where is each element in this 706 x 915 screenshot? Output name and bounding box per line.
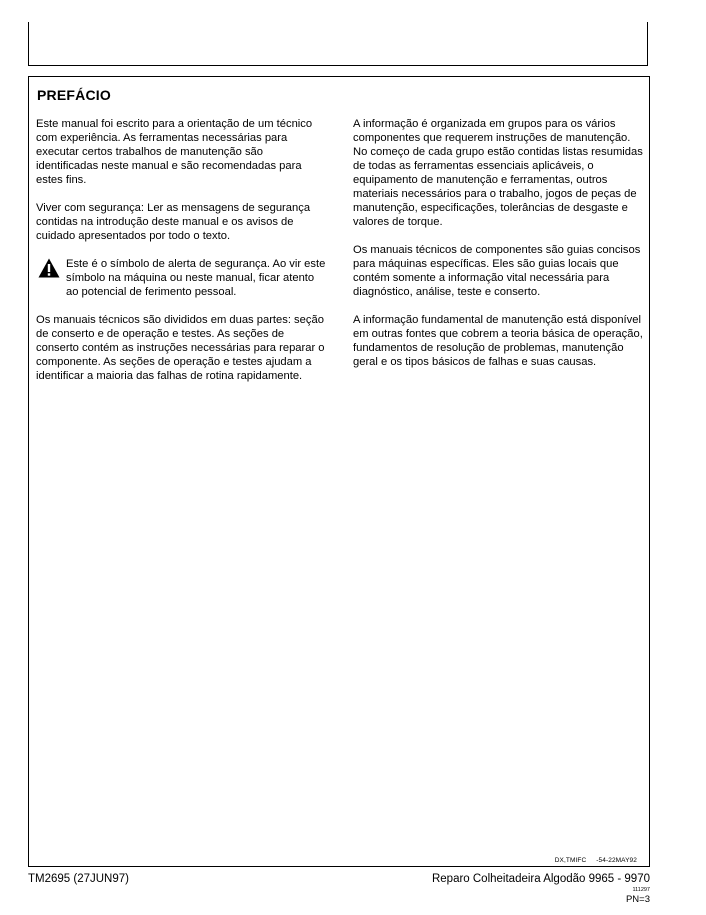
- reference-code-date: -54-22MAY92: [596, 857, 637, 864]
- paragraph-organization: A informação é organizada em grupos para os vários componentes que requerem instruções de manutenção. No começo de cada grupo estão contidas listas resumidas de todas as ferramentas essenciais aplicáveis, o equipamento de manutenção e ferramentas, outros materiais necessários para o trabalho, jogos de peças de manutenção, especificações, tolerâncias de desgaste e valores de torque.: [353, 118, 643, 228]
- previous-page-frame: [28, 22, 648, 66]
- paragraph-fundamental-info: A informação fundamental de manutenção está disponível em outras fontes que cobrem a teoria básica de operação, fundamentos de resolução de problemas, manutenção geral e os tipos básicos de falhas e suas causas.: [353, 314, 643, 368]
- reference-code-id: DX,TMIFC: [554, 857, 587, 864]
- footer-manual-id: TM2695 (27JUN97): [28, 873, 129, 885]
- footer-code: 111297: [632, 887, 650, 893]
- paragraph-manual-parts: Os manuais técnicos são divididos em duas partes: seção de conserto e de operação e testes. As seções de conserto contém as instruções necessárias para reparar o componente. As seções de operação e testes ajudam a identificar a maioria das falhas de rotina rapidamente.: [36, 314, 325, 382]
- paragraph-intro: Este manual foi escrito para a orientação de um técnico com experiência. As ferramentas necessárias para executar certos trabalhos de manutenção são identificadas neste manual e são recomendadas para estes fins.: [36, 118, 313, 186]
- safety-alert-icon: [38, 258, 60, 278]
- paragraph-safety: Viver com segurança: Ler as mensagens de segurança contidas na introdução deste manual e os avisos de cuidado apresentados por todo o texto.: [36, 202, 311, 242]
- footer-title: Reparo Colheitadeira Algodão 9965 - 9970: [431, 873, 650, 885]
- content-frame: [28, 76, 650, 867]
- right-column: [353, 117, 643, 383]
- paragraph-component-manuals: Os manuais técnicos de componentes são guias concisos para máquinas específicas. Eles são guias locais que contém somente a informação vital necessária para diagnóstico, análise, teste e conserto.: [353, 244, 641, 298]
- footer-page-number: PN=3: [625, 894, 650, 905]
- safety-alert-notice: [36, 257, 328, 299]
- reference-code: [545, 857, 637, 864]
- left-column: [36, 117, 328, 397]
- section-title: PREFÁCIO: [37, 87, 111, 103]
- safety-alert-text: Este é o símbolo de alerta de segurança. Ao vir este símbolo na máquina ou neste manual, ficar atento ao potencial de ferimento pessoal.: [66, 258, 326, 298]
